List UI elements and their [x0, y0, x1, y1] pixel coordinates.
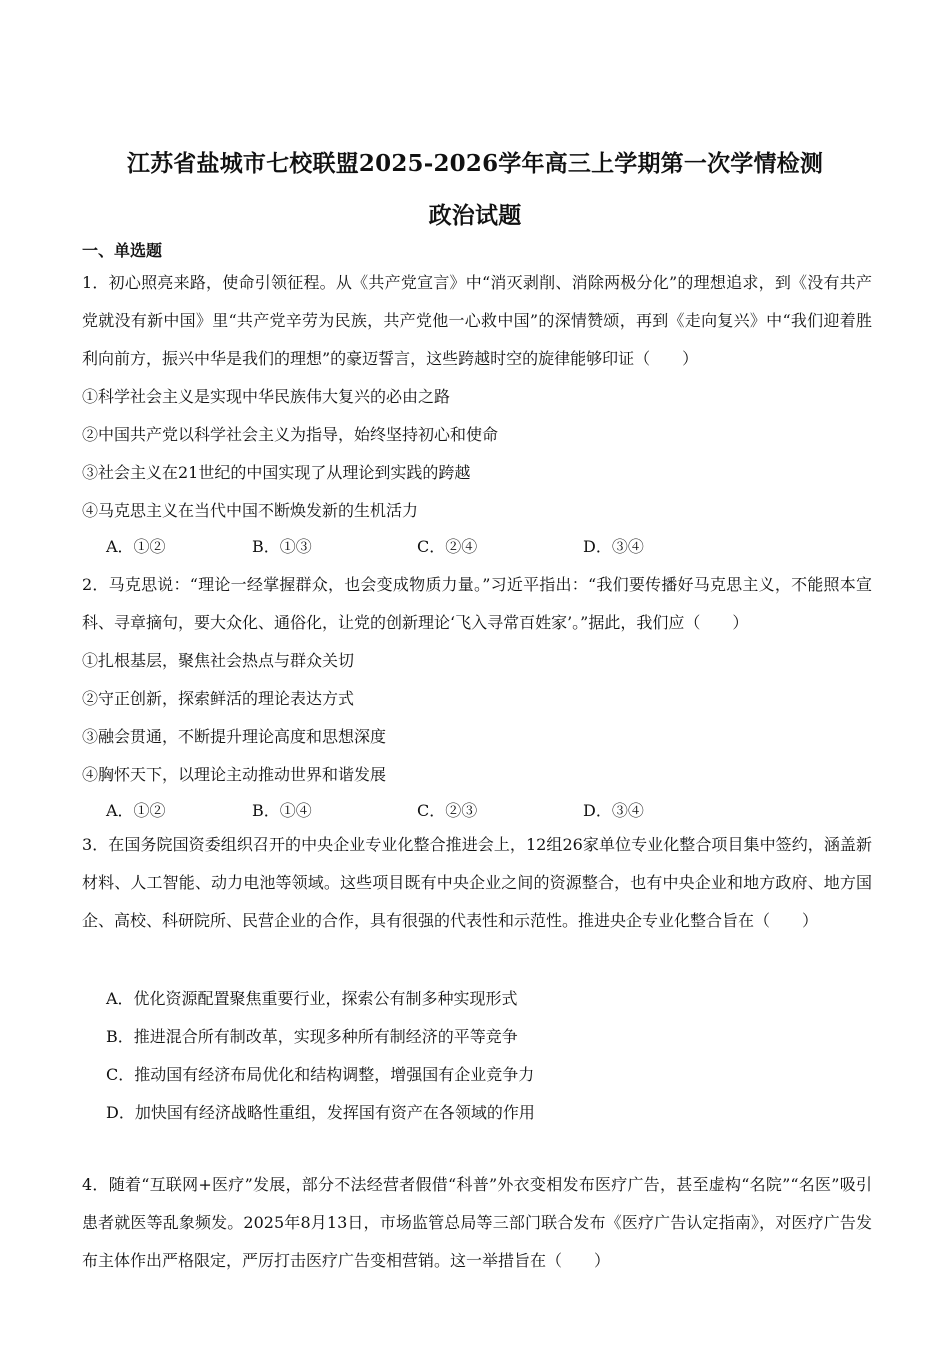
question-2-option-c[interactable]: C．②③	[417, 801, 478, 820]
question-3-option-c[interactable]: C．推动国有经济布局优化和结构调整，增强国有企业竞争力	[106, 1065, 535, 1084]
question-1-statement-4: ④马克思主义在当代中国不断焕发新的生机活力	[82, 501, 419, 520]
question-1-option-a[interactable]: A．①②	[106, 537, 166, 556]
question-3-stem: 3．在国务院国资委组织召开的中央企业专业化整合推进会上，12组26家单位专业化整合项目集中签约，涵盖新材料、人工智能、动力电池等领域。这些项目既有中央企业之间的资源整合，也有中央企业和地方政府、地方国企、高校、科研院所、民营企业的合作，具有很强的代表性和示范性。推进央企专业化整合旨在（ ）	[82, 835, 872, 930]
question-2-statement-2: ②守正创新，探索鲜活的理论表达方式	[82, 689, 355, 708]
question-2-option-b[interactable]: B．①④	[252, 801, 312, 820]
section-heading: 一、单选题	[82, 241, 163, 260]
question-3-option-d[interactable]: D．加快国有经济战略性重组，发挥国有资产在各领域的作用	[106, 1103, 535, 1122]
exam-subject: 政治试题	[428, 202, 522, 229]
question-1-options	[106, 528, 866, 566]
question-4-stem: 4．随着“互联网+医疗”发展，部分不法经营者假借“科普”外衣变相发布医疗广告，甚至虚构“名院”“名医”吸引患者就医等乱象频发。2025年8月13日，市场监管总局等三部门联合发布《医疗广告认定指南》，对医疗广告发布主体作出严格限定，严厉打击医疗广告变相营销。这一举措旨在（ ）	[82, 1175, 872, 1270]
question-2-option-a[interactable]: A．①②	[106, 801, 166, 820]
question-3-option-a[interactable]: A．优化资源配置聚焦重要行业，探索公有制多种实现形式	[106, 989, 518, 1008]
question-2-statement-4: ④胸怀天下，以理论主动推动世界和谐发展	[82, 765, 387, 784]
question-1-stem: 1．初心照亮来路，使命引领征程。从《共产党宣言》中“消灭剥削、消除两极分化”的理想追求，到《没有共产党就没有新中国》里“共产党辛劳为民族，共产党他一心救中国”的深情赞颂，再到《走向复兴》中“我们迎着胜利向前方，振兴中华是我们的理想”的豪迈誓言，这些跨越时空的旋律能够印证（ ）	[82, 273, 872, 368]
question-2-statement-3: ③融会贯通，不断提升理论高度和思想深度	[82, 727, 387, 746]
question-2-options	[106, 792, 866, 830]
question-1-statement-1: ①科学社会主义是实现中华民族伟大复兴的必由之路	[82, 387, 451, 406]
question-1-option-b[interactable]: B．①③	[252, 537, 312, 556]
question-2-option-d[interactable]: D．③④	[583, 801, 644, 820]
question-1-statement-2: ②中国共产党以科学社会主义为指导，始终坚持初心和使命	[82, 425, 499, 444]
question-2-statement-1: ①扎根基层，聚焦社会热点与群众关切	[82, 651, 355, 670]
question-1-statement-3: ③社会主义在21世纪的中国实现了从理论到实践的跨越	[82, 463, 471, 482]
question-1-option-d[interactable]: D．③④	[583, 537, 644, 556]
question-3-option-b[interactable]: B．推进混合所有制改革，实现多种所有制经济的平等竞争	[106, 1027, 518, 1046]
exam-title: 江苏省盐城市七校联盟2025-2026学年高三上学期第一次学情检测	[126, 150, 824, 177]
question-2-stem: 2．马克思说：“理论一经掌握群众，也会变成物质力量。”习近平指出：“我们要传播好马克思主义，不能照本宣科、寻章摘句，要大众化、通俗化，让党的创新理论‘飞入寻常百姓家’。”据此，我们应（ ）	[82, 575, 872, 632]
question-1-option-c[interactable]: C．②④	[417, 537, 478, 556]
